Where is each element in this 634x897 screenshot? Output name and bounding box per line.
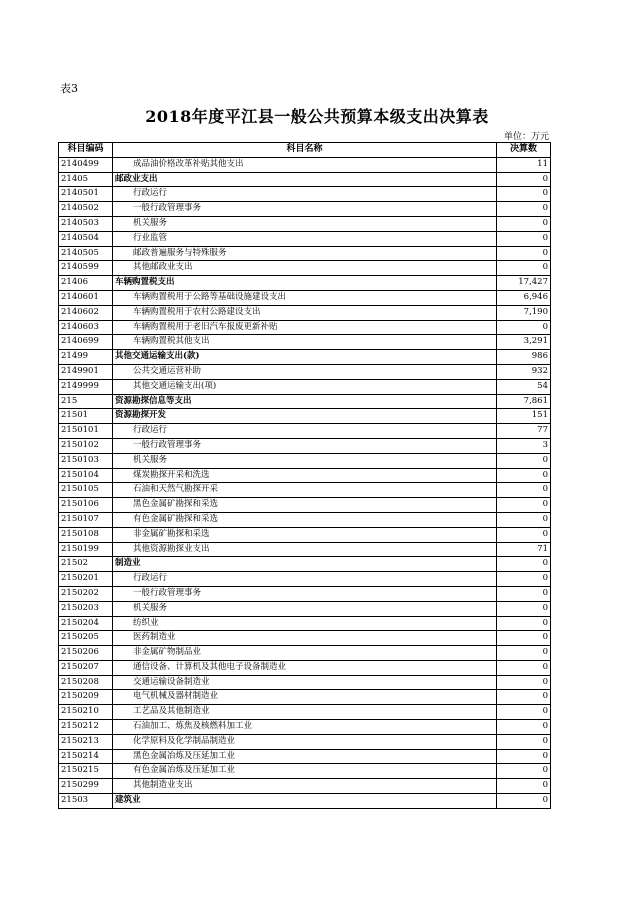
table-row — [59, 690, 551, 705]
row-code: 2150215 — [59, 764, 113, 779]
row-value: 0 — [497, 483, 551, 498]
row-code: 2140505 — [59, 246, 113, 261]
table-row — [59, 557, 551, 572]
row-code: 2140504 — [59, 231, 113, 246]
row-code: 2140503 — [59, 216, 113, 231]
table-row — [59, 438, 551, 453]
row-name: 制造业 — [113, 557, 497, 572]
row-name: 机关服务 — [113, 453, 497, 468]
row-value: 71 — [497, 542, 551, 557]
row-value: 0 — [497, 586, 551, 601]
row-code: 21499 — [59, 350, 113, 365]
row-name: 医药制造业 — [113, 631, 497, 646]
row-code: 2150204 — [59, 616, 113, 631]
table-row — [59, 572, 551, 587]
table-row — [59, 601, 551, 616]
row-name: 电气机械及器材制造业 — [113, 690, 497, 705]
row-code: 21503 — [59, 794, 113, 809]
table-row — [59, 394, 551, 409]
row-value: 0 — [497, 261, 551, 276]
row-code: 2140599 — [59, 261, 113, 276]
row-value: 0 — [497, 187, 551, 202]
table-row — [59, 350, 551, 365]
budget-table — [58, 142, 551, 809]
table-row — [59, 616, 551, 631]
table-row — [59, 646, 551, 661]
table-row — [59, 527, 551, 542]
row-name: 公共交通运营补助 — [113, 364, 497, 379]
row-value: 0 — [497, 320, 551, 335]
row-name: 其他交通运输支出(款) — [113, 350, 497, 365]
row-value: 54 — [497, 379, 551, 394]
row-name: 非金属矿勘探和采选 — [113, 527, 497, 542]
row-name: 车辆购置税其他支出 — [113, 335, 497, 350]
row-value: 7,861 — [497, 394, 551, 409]
row-value: 17,427 — [497, 276, 551, 291]
table-row — [59, 335, 551, 350]
row-name: 其他邮政业支出 — [113, 261, 497, 276]
table-row — [59, 468, 551, 483]
row-value: 0 — [497, 764, 551, 779]
row-name: 其他资源勘探业支出 — [113, 542, 497, 557]
row-code: 2140502 — [59, 202, 113, 217]
row-code: 2140601 — [59, 290, 113, 305]
row-value: 151 — [497, 409, 551, 424]
table-row — [59, 512, 551, 527]
table-row — [59, 734, 551, 749]
row-code: 2149999 — [59, 379, 113, 394]
row-code: 21406 — [59, 276, 113, 291]
row-value: 0 — [497, 172, 551, 187]
row-name: 煤炭勘探开采和洗选 — [113, 468, 497, 483]
table-row — [59, 290, 551, 305]
header-value: 决算数 — [497, 143, 551, 158]
row-code: 2150103 — [59, 453, 113, 468]
row-name: 有色金属冶炼及压延加工业 — [113, 764, 497, 779]
row-name: 黑色金属矿勘探和采选 — [113, 498, 497, 513]
row-value: 986 — [497, 350, 551, 365]
row-name: 石油和天然气勘探开采 — [113, 483, 497, 498]
table-row — [59, 675, 551, 690]
table-row — [59, 320, 551, 335]
row-code: 2150206 — [59, 646, 113, 661]
table-row — [59, 779, 551, 794]
row-value: 0 — [497, 246, 551, 261]
header-code: 科目编码 — [59, 143, 113, 158]
row-code: 2150212 — [59, 720, 113, 735]
table-row — [59, 305, 551, 320]
row-value: 6,946 — [497, 290, 551, 305]
row-value: 11 — [497, 157, 551, 172]
row-code: 2150105 — [59, 483, 113, 498]
row-code: 2150202 — [59, 586, 113, 601]
table-row — [59, 202, 551, 217]
row-name: 邮政普遍服务与特殊服务 — [113, 246, 497, 261]
row-code: 2149901 — [59, 364, 113, 379]
row-code: 2150210 — [59, 705, 113, 720]
row-name: 一般行政管理事务 — [113, 586, 497, 601]
row-value: 3,291 — [497, 335, 551, 350]
row-name: 车辆购置税用于老旧汽车报废更新补贴 — [113, 320, 497, 335]
table-row — [59, 764, 551, 779]
row-name: 邮政业支出 — [113, 172, 497, 187]
row-value: 0 — [497, 705, 551, 720]
table-row — [59, 276, 551, 291]
row-code: 21501 — [59, 409, 113, 424]
table-row — [59, 231, 551, 246]
table-row — [59, 379, 551, 394]
row-value: 0 — [497, 720, 551, 735]
row-code: 2150201 — [59, 572, 113, 587]
row-name: 行政运行 — [113, 424, 497, 439]
row-code: 2140699 — [59, 335, 113, 350]
row-value: 0 — [497, 468, 551, 483]
row-value: 0 — [497, 216, 551, 231]
table-row — [59, 157, 551, 172]
row-code: 2150108 — [59, 527, 113, 542]
row-name: 有色金属矿勘探和采选 — [113, 512, 497, 527]
row-code: 2150207 — [59, 660, 113, 675]
row-name: 行业监管 — [113, 231, 497, 246]
row-value: 0 — [497, 557, 551, 572]
row-name: 其他制造业支出 — [113, 779, 497, 794]
row-name: 行政运行 — [113, 187, 497, 202]
row-name: 机关服务 — [113, 216, 497, 231]
table-row — [59, 424, 551, 439]
row-value: 0 — [497, 779, 551, 794]
table-row — [59, 749, 551, 764]
row-value: 0 — [497, 512, 551, 527]
row-code: 2150205 — [59, 631, 113, 646]
table-row — [59, 246, 551, 261]
row-value: 0 — [497, 794, 551, 809]
table-row — [59, 453, 551, 468]
table-row — [59, 794, 551, 809]
row-code: 2150102 — [59, 438, 113, 453]
row-name: 交通运输设备制造业 — [113, 675, 497, 690]
row-code: 2150208 — [59, 675, 113, 690]
table-row — [59, 172, 551, 187]
row-name: 资源勘探信息等支出 — [113, 394, 497, 409]
row-value: 0 — [497, 527, 551, 542]
row-name: 成品油价格改革补贴其他支出 — [113, 157, 497, 172]
row-value: 0 — [497, 631, 551, 646]
row-name: 车辆购置税用于公路等基础设施建设支出 — [113, 290, 497, 305]
row-value: 0 — [497, 202, 551, 217]
table-row — [59, 498, 551, 513]
row-value: 0 — [497, 231, 551, 246]
row-value: 0 — [497, 690, 551, 705]
row-value: 0 — [497, 498, 551, 513]
row-code: 2150107 — [59, 512, 113, 527]
row-name: 黑色金属冶炼及压延加工业 — [113, 749, 497, 764]
row-code: 2150214 — [59, 749, 113, 764]
row-value: 0 — [497, 749, 551, 764]
table-row — [59, 364, 551, 379]
row-code: 2150106 — [59, 498, 113, 513]
table-body — [59, 157, 551, 808]
row-value: 0 — [497, 453, 551, 468]
table-row — [59, 261, 551, 276]
row-name: 机关服务 — [113, 601, 497, 616]
row-name: 建筑业 — [113, 794, 497, 809]
row-name: 通信设备、计算机及其他电子设备制造业 — [113, 660, 497, 675]
document-title: 2018年度平江县一般公共预算本级支出决算表 — [145, 107, 489, 126]
row-value: 7,190 — [497, 305, 551, 320]
table-header-row — [59, 143, 551, 158]
row-value: 0 — [497, 734, 551, 749]
table-row — [59, 631, 551, 646]
row-name: 一般行政管理事务 — [113, 438, 497, 453]
row-code: 2140499 — [59, 157, 113, 172]
row-code: 2140603 — [59, 320, 113, 335]
header-name: 科目名称 — [113, 143, 497, 158]
row-name: 资源勘探开发 — [113, 409, 497, 424]
table-row — [59, 409, 551, 424]
row-value: 0 — [497, 660, 551, 675]
row-value: 77 — [497, 424, 551, 439]
row-code: 2140602 — [59, 305, 113, 320]
row-name: 非金属矿物制品业 — [113, 646, 497, 661]
row-name: 化学原料及化学制品制造业 — [113, 734, 497, 749]
row-name: 工艺品及其他制造业 — [113, 705, 497, 720]
row-code: 2150199 — [59, 542, 113, 557]
row-code: 215 — [59, 394, 113, 409]
row-name: 车辆购置税支出 — [113, 276, 497, 291]
row-code: 2150104 — [59, 468, 113, 483]
row-name: 其他交通运输支出(项) — [113, 379, 497, 394]
row-name: 行政运行 — [113, 572, 497, 587]
row-value: 0 — [497, 616, 551, 631]
row-code: 2150203 — [59, 601, 113, 616]
row-value: 0 — [497, 601, 551, 616]
row-code: 2150209 — [59, 690, 113, 705]
unit-label: 单位：万元 — [503, 132, 549, 142]
row-name: 纺织业 — [113, 616, 497, 631]
table-row — [59, 720, 551, 735]
row-name: 石油加工、炼焦及核燃料加工业 — [113, 720, 497, 735]
row-code: 21405 — [59, 172, 113, 187]
row-name: 车辆购置税用于农村公路建设支出 — [113, 305, 497, 320]
table-row — [59, 660, 551, 675]
row-value: 3 — [497, 438, 551, 453]
row-code: 2150101 — [59, 424, 113, 439]
table-row — [59, 216, 551, 231]
table-row — [59, 483, 551, 498]
row-name: 一般行政管理事务 — [113, 202, 497, 217]
table-row — [59, 542, 551, 557]
row-value: 0 — [497, 646, 551, 661]
row-code: 2150299 — [59, 779, 113, 794]
row-code: 21502 — [59, 557, 113, 572]
table-row — [59, 187, 551, 202]
row-code: 2150213 — [59, 734, 113, 749]
row-value: 0 — [497, 675, 551, 690]
table-row — [59, 586, 551, 601]
table-number-label: 表3 — [60, 82, 78, 95]
row-code: 2140501 — [59, 187, 113, 202]
row-value: 932 — [497, 364, 551, 379]
row-value: 0 — [497, 572, 551, 587]
table-row — [59, 705, 551, 720]
